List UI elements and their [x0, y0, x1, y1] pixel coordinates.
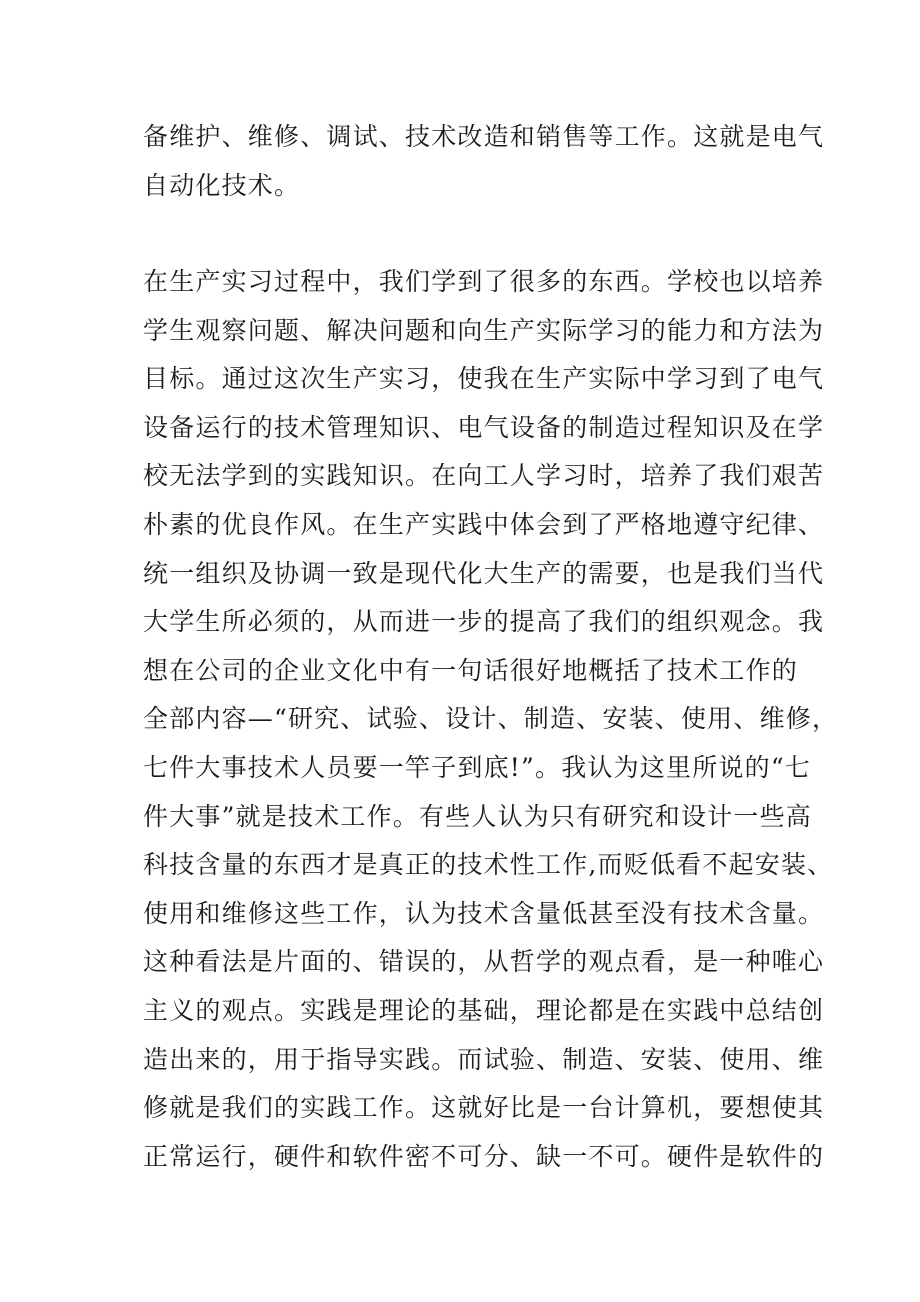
text-line: 全部内容—“研究、试验、设计、制造、安装、使用、维修，: [143, 704, 839, 733]
text-line: 目标。通过这次生产实习，使我在生产实际中学习到了电气: [143, 364, 825, 393]
text-line: 自动化技术。: [143, 171, 301, 200]
text-line: 设备运行的技术管理知识、电气设备的制造过程知识及在学: [143, 413, 825, 442]
text-line: 想在公司的企业文化中有一句话很好地概括了技术工作的: [143, 656, 799, 685]
text-line: 修就是我们的实践工作。这就好比是一台计算机，要想使其: [143, 1093, 825, 1122]
text-line: 造出来的，用于指导实践。而试验、制造、安装、使用、维: [143, 1045, 825, 1074]
text-line: 使用和维修这些工作，认为技术含量低甚至没有技术含量。: [143, 899, 825, 928]
text-line: 正常运行，硬件和软件密不可分、缺一不可。硬件是软件的: [143, 1142, 825, 1171]
text-line: 七件大事技术人员要一竿子到底!”。我认为这里所说的“七: [143, 753, 812, 782]
text-line: 大学生所必须的，从而进一步的提高了我们的组织观念。我: [143, 607, 825, 636]
text-line: 在生产实习过程中，我们学到了很多的东西。学校也以培养: [143, 267, 825, 296]
text-line: 统一组织及协调一致是现代化大生产的需要，也是我们当代: [143, 559, 825, 588]
text-line: 校无法学到的实践知识。在向工人学习时，培养了我们艰苦: [143, 461, 825, 490]
text-line: 备维护、维修、调试、技术改造和销售等工作。这就是电气: [143, 122, 825, 151]
text-line: 学生观察问题、解决问题和向生产实际学习的能力和方法为: [143, 316, 825, 345]
text-line: 朴素的优良作风。在生产实践中体会到了严格地遵守纪律、: [143, 510, 825, 539]
text-line: 这种看法是片面的、错误的，从哲学的观点看，是一种唯心: [143, 947, 825, 976]
text-line: 件大事”就是技术工作。有些人认为只有研究和设计一些高: [143, 802, 812, 831]
text-line: 科技含量的东西才是真正的技术性工作,而贬低看不起安装、: [143, 850, 834, 879]
text-line: 主义的观点。实践是理论的基础，理论都是在实践中总结创: [143, 996, 825, 1025]
